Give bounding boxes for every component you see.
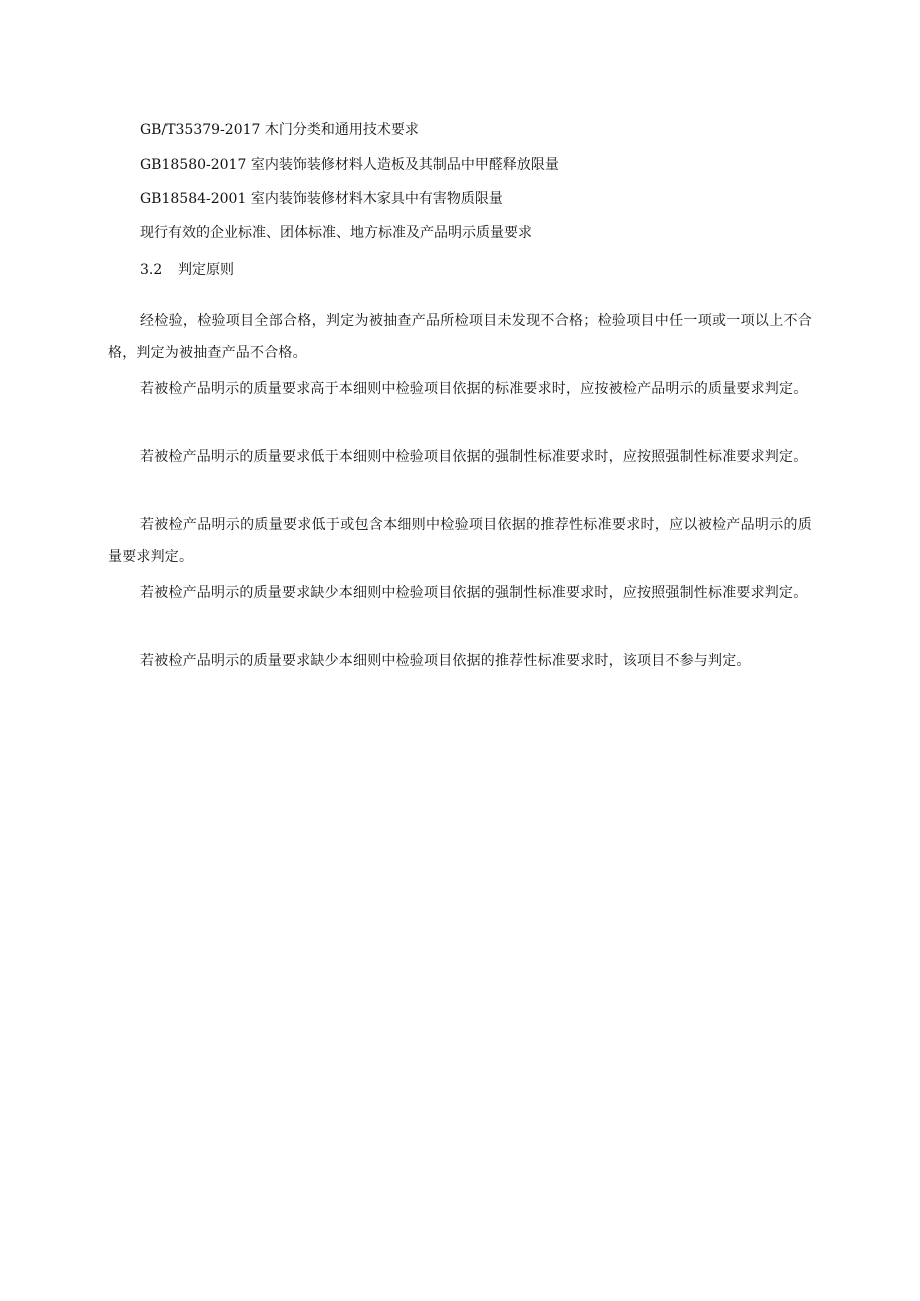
reference-standard-2: GB18580-2017 室内装饰装修材料人造板及其制品中甲醛释放限量 xyxy=(140,157,559,173)
section-heading xyxy=(140,260,234,280)
reference-standard-1: GB/T35379-2017 木门分类和通用技术要求 xyxy=(140,122,419,138)
section-number: 3.2 xyxy=(140,262,163,278)
paragraph-judgment-rule: 经检验，检验项目全部合格，判定为被抽查产品所检项目未发现不合格；检验项目中任一项或一项以上不合格，判定为被抽查产品不合格。 xyxy=(108,313,812,361)
paragraph-missing-recommended: 若被检产品明示的质量要求缺少本细则中检验项目依据的推荐性标准要求时，该项目不参与判定。 xyxy=(140,653,751,669)
paragraph-lower-than-mandatory: 若被检产品明示的质量要求低于本细则中检验项目依据的强制性标准要求时，应按照强制性标准要求判定。 xyxy=(140,449,808,465)
paragraph-missing-mandatory: 若被检产品明示的质量要求缺少本细则中检验项目依据的强制性标准要求时，应按照强制性标准要求判定。 xyxy=(140,585,808,601)
paragraph-lower-than-recommended: 若被检产品明示的质量要求低于或包含本细则中检验项目依据的推荐性标准要求时，应以被检产品明示的质量要求判定。 xyxy=(108,517,812,565)
paragraph-higher-claim: 若被检产品明示的质量要求高于本细则中检验项目依据的标准要求时，应按被检产品明示的质量要求判定。 xyxy=(140,381,808,397)
reference-standard-4: 现行有效的企业标准、团体标准、地方标准及产品明示质量要求 xyxy=(140,225,532,241)
reference-standard-3: GB18584-2001 室内装饰装修材料木家具中有害物质限量 xyxy=(140,191,503,207)
section-title: 判定原则 xyxy=(178,262,234,278)
